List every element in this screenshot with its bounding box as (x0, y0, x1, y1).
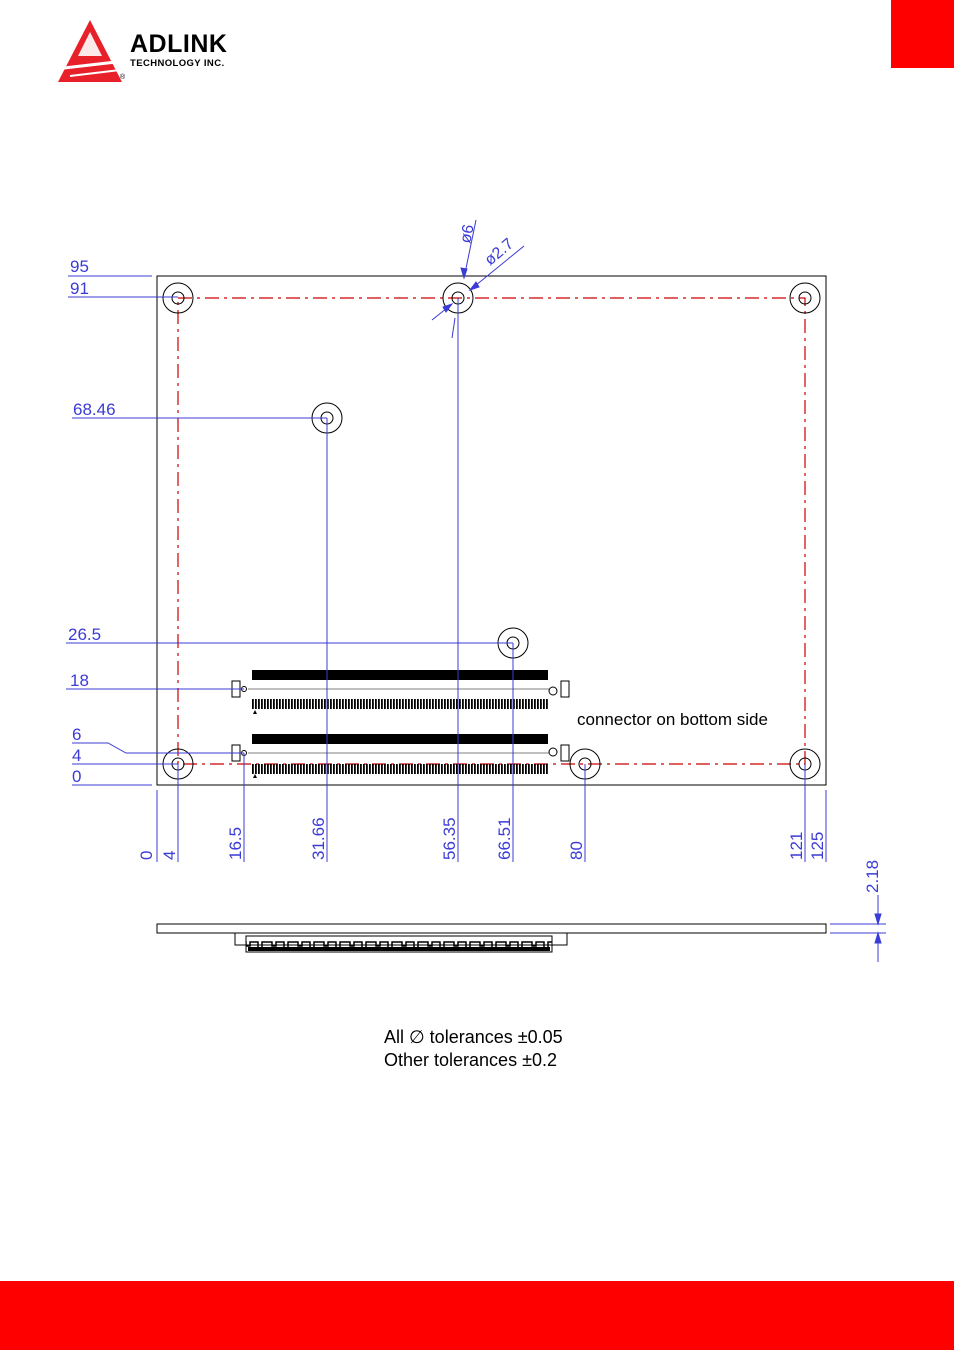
y-dim-95: 95 (70, 257, 89, 276)
x-dimension-labels (137, 817, 827, 860)
tolerance-note-diameter: All ∅ tolerances ±0.05 (384, 1027, 563, 1047)
thickness-dimension (830, 895, 886, 962)
connector-lower (232, 734, 569, 778)
y-dim-68-46: 68.46 (73, 400, 116, 419)
hole-callout (432, 220, 524, 338)
y-dim-26-5: 26.5 (68, 625, 102, 644)
side-view (157, 924, 826, 952)
footer-bar (0, 1281, 954, 1350)
y-dim-0: 0 (72, 767, 82, 786)
x-dim-4: 4 (160, 850, 179, 860)
x-dim-125: 125 (808, 831, 827, 860)
registered-mark: ® (120, 74, 126, 81)
x-dim-56-35: 56.35 (440, 817, 459, 860)
callout-dia-6: ø6 (457, 223, 478, 245)
callout-dia-2-7: ø2.7 (481, 235, 518, 270)
x-dim-16-5: 16.5 (226, 826, 245, 860)
connector-upper (232, 670, 569, 714)
x-dim-0: 0 (137, 850, 156, 860)
y-dim-91: 91 (70, 279, 89, 298)
x-dim-66-51: 66.51 (495, 817, 514, 860)
y-dim-18: 18 (70, 671, 89, 690)
connector-annotation: connector on bottom side (577, 710, 768, 729)
brand-subtitle: TECHNOLOGY INC. (130, 58, 225, 69)
x-dim-80: 80 (567, 841, 586, 860)
x-dimension-lines (157, 298, 826, 862)
tolerance-note-other: Other tolerances ±0.2 (384, 1050, 557, 1070)
thickness-label: 2.18 (863, 859, 882, 893)
x-dim-31-66: 31.66 (309, 817, 328, 860)
x-dim-121: 121 (787, 831, 806, 860)
y-dim-4: 4 (72, 746, 82, 765)
tolerance-notes (360, 1026, 600, 1072)
y-dim-6: 6 (72, 725, 82, 744)
brand-name: ADLINK (130, 30, 228, 58)
mounting-centerline (178, 298, 805, 764)
y-dimension-labels (68, 257, 116, 786)
